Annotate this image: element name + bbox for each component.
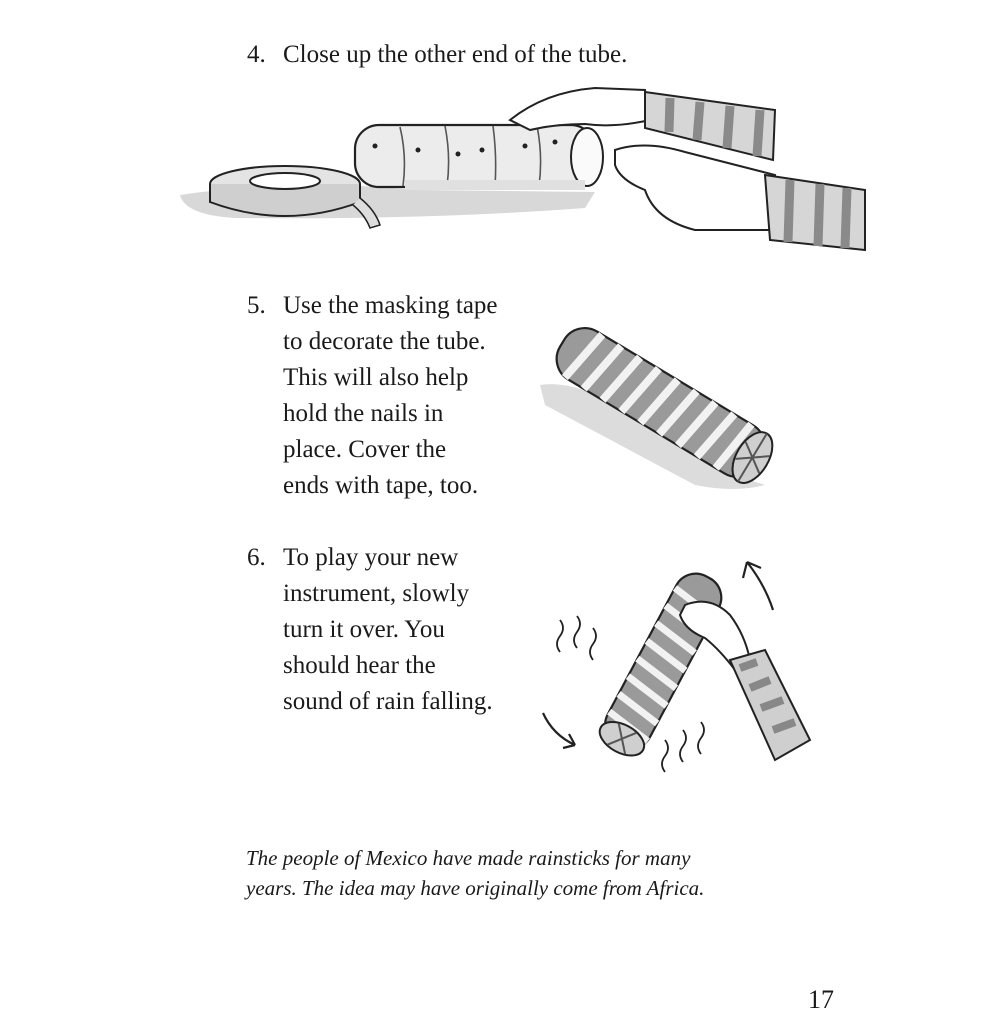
arrow-down-icon	[543, 713, 575, 748]
caption: The people of Mexico have made rainsticks for many years. The idea may have originally come from Africa.	[246, 846, 705, 900]
step-6-text: To play your new instrument, slowly turn it over. You should hear the sound of rain falling.	[283, 544, 493, 715]
step-4-number: 4.	[247, 41, 266, 68]
step-4-text: Close up the other end of the tube.	[283, 41, 628, 68]
step-5-text: Use the masking tape to decorate the tube. This will also help hold the nails in place. Cover the ends with tape, too.	[283, 292, 498, 499]
turning-rainstick-illustration	[535, 550, 815, 780]
hand-icon-3	[680, 602, 810, 760]
step-6-number: 6.	[247, 544, 266, 571]
sound-wave-icon	[557, 616, 596, 660]
step-5-number: 5.	[247, 292, 266, 319]
closing-tube-illustration	[175, 80, 875, 260]
page-number: 17	[808, 985, 834, 1014]
tape-roll-icon	[210, 166, 380, 228]
arrow-up-icon	[743, 562, 773, 610]
cardboard-tube-icon	[355, 125, 603, 190]
rainstick-icon	[594, 566, 729, 762]
hand-icon-2	[615, 145, 865, 250]
sound-wave-icon-2	[662, 722, 704, 772]
decorated-tube-illustration	[535, 325, 795, 495]
